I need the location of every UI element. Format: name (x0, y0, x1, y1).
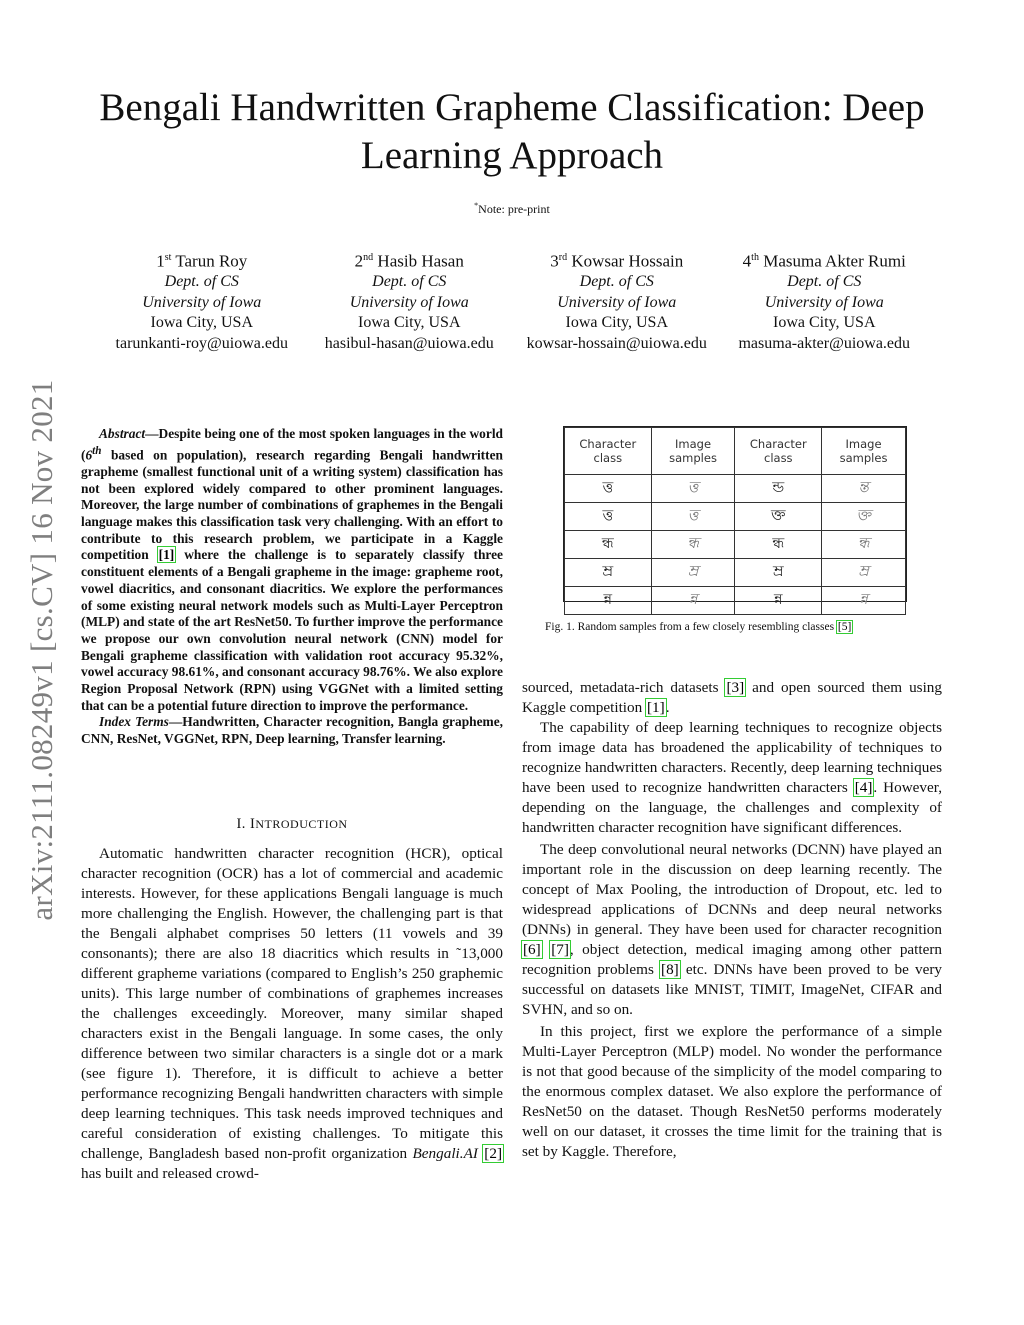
character-class-cell: ন্ন (735, 587, 822, 615)
author-dept: Dept. of CS (372, 273, 447, 291)
body-text: has built and released crowd- (81, 1165, 259, 1182)
intro-paragraph (81, 844, 503, 1184)
math-six: 6 (85, 447, 93, 463)
body-text: Automatic handwritten character recognition (HCR), optical character recognition (OCR) has a lot of commercial and academic interests. However, for these applications Bengali language is much more challenging the English. However, the challenging part is that the Bengali alphabet comprises 50 letters (11 vowels and 39 consonants); there are also 18 diacritics which results in ˜13,000 different grapheme variations (compared to English’s 250 graphemic units). This large number of combinations of graphemes increases the challenges exceedingly. Moreover, many similar shaped characters exist in the Bengali language. In some cases, the only difference between two similar characters is a single dot or a mark (see figure 1). Therefore, it is difficult to achieve a better performance recognizing Bengali handwritten characters with simple deep learning techniques. This task needs improved techniques and careful consideration of existing challenges. To mitigate this challenge, Bangladesh based non-profit organization (81, 845, 503, 1162)
image-sample-cell: ম্র (651, 559, 735, 587)
citation-link[interactable]: [3] (726, 679, 745, 696)
abstract-text: —Despite being one of the most spoken languages in the world ( (81, 426, 503, 463)
author-ordinal-suffix: st (164, 252, 172, 263)
abstract-text: where the challenge is to separately classify three constituent elements of a Bengali grapheme in the image: grapheme root, vowel diacritics, and consonant diacritics. We explore the performances of some existing neural network models such as Multi-Layer Perceptron (MLP) and state of the art ResNet50. To further improve the performance we propose our own convolution neural network (CNN) model for Bengali grapheme classification with validation root accuracy 95.32%, vowel accuracy 98.61%, and consonant accuracy 98.76%. We also explore Region Proposal Network (RPN) using VGGNet with a limited setting that can be a potential future direction to improve the performance. (81, 547, 503, 713)
body-text: The deep convolutional neural networks (DCNN) have played an important role in the discussion on deep learning recently. The concept of Max Pooling, the introduction of Dropout, etc. led to widespread applications of DCNNs and deep neural networks (DNNs) in general. They have been used for character recognition (522, 841, 942, 938)
character-class-cell: ত্ত (565, 503, 652, 531)
note-mark: * (474, 201, 479, 210)
figure-1-table (563, 426, 907, 608)
math-th: th (92, 444, 102, 457)
author-name: Hasib Hasan (377, 251, 464, 271)
character-class-cell: ম্র (565, 559, 652, 587)
index-terms-label: Index Terms (99, 714, 169, 730)
image-sample-cell: ন্ধ (822, 531, 906, 559)
org-name: Bengali.AI (412, 1145, 478, 1162)
character-class-cell: ত্ত (565, 475, 652, 503)
author-block (98, 248, 928, 355)
body-paragraph (522, 840, 942, 1020)
image-sample-cell: ন্ধ (651, 531, 735, 559)
author-city: Iowa City, USA (357, 314, 461, 332)
citation-link[interactable]: [4] (854, 779, 873, 796)
image-sample-cell: ম্র (822, 559, 906, 587)
author-2 (306, 248, 514, 355)
image-sample-cell: ত্ত (651, 503, 735, 531)
section-heading (81, 816, 503, 833)
author-email[interactable]: hasibul-hasan@uiowa.edu (324, 335, 494, 353)
figure-header-row (565, 428, 906, 475)
character-class-cell: ম্র (735, 559, 822, 587)
author-dept: Dept. of CS (579, 273, 654, 291)
author-ordinal-suffix: rd (558, 252, 568, 263)
image-sample-cell: ন্ন (822, 587, 906, 615)
note-text: Note: pre-print (478, 202, 550, 216)
body-text: . However, depending on the language, the challenges and complexity of handwritten character recognition have significant differences. (522, 779, 942, 836)
author-dept: Dept. of CS (787, 273, 862, 291)
author-university: University of Iowa (142, 293, 262, 311)
header-image-samples: Image samples (651, 428, 735, 475)
author-city: Iowa City, USA (565, 314, 668, 332)
figure-row (565, 531, 906, 559)
author-ordinal: 3 (550, 251, 559, 271)
right-column-body (522, 678, 942, 1162)
figure-row (565, 559, 906, 587)
character-class-cell: ন্ধ (565, 531, 652, 559)
author-dept: Dept. of CS (164, 273, 239, 291)
citation-link[interactable]: [5] (837, 621, 852, 633)
author-ordinal: 2 (354, 251, 364, 271)
author-ordinal-suffix: th (751, 252, 759, 263)
author-ordinal-suffix: nd (363, 252, 374, 263)
body-paragraph (522, 718, 942, 838)
header-character-class: Character class (735, 428, 822, 475)
citation-link[interactable]: [1] (647, 699, 665, 716)
author-ordinal: 4 (742, 251, 752, 271)
title-line-1: Bengali Handwritten Grapheme Classification: Deep (99, 86, 925, 129)
image-sample-cell: ত্ত (651, 475, 735, 503)
body-paragraph: In this project, first we explore the performance of a simple Multi-Layer Perceptron (MLP) model. No wonder the performance is not that good because of the simplicity of the model comparing to the enormous complex dataset. We also explore the performance of ResNet50 on the dataset. Though ResNet50 performs moderately well on our dataset, it crosses the time limit for the training that is set by Kaggle. Therefore, (522, 1023, 942, 1160)
author-email[interactable]: kowsar-hossain@uiowa.edu (526, 335, 707, 353)
figure-row (565, 587, 906, 615)
author-university: University of Iowa (557, 293, 677, 311)
section-number: I. (236, 816, 246, 832)
citation-link[interactable]: [8] (661, 961, 679, 978)
author-email[interactable]: masuma-akter@uiowa.edu (738, 335, 911, 353)
title-note (0, 201, 1024, 217)
author-city: Iowa City, USA (150, 314, 253, 332)
section-title-initial: I (250, 816, 256, 832)
character-class-cell: ন্ন (565, 587, 652, 615)
figure-row (565, 475, 906, 503)
body-text: . (665, 699, 670, 716)
caption-text: Fig. 1. Random samples from a few closely resembling classes (545, 621, 837, 633)
author-3 (513, 248, 721, 355)
citation-link[interactable]: [2] (484, 1145, 503, 1162)
author-ordinal: 1 (156, 251, 165, 271)
author-email[interactable]: tarunkanti-roy@uiowa.edu (115, 335, 288, 353)
body-text: sourced, metadata-rich datasets (522, 679, 726, 696)
header-character-class: Character class (565, 428, 652, 475)
body-text: The capability of deep learning techniques to recognize objects from image data has broadened the applicability of techniques to recognize handwritten characters. Recently, deep learning techniques have been used to recognize handwritten characters (522, 719, 942, 796)
author-4 (721, 248, 929, 355)
character-class-cell: ন্ধ (735, 531, 822, 559)
abstract-label: Abstract (99, 426, 146, 441)
body-text (542, 941, 550, 958)
header-image-samples: Image samples (822, 428, 906, 475)
author-name: Tarun Roy (175, 251, 248, 271)
section-title-rest: NTRODUCTION (255, 817, 348, 831)
body-paragraph (522, 678, 942, 718)
image-sample-cell: ক্ত (822, 503, 906, 531)
body-text: , object detection, medical imaging among other pattern recognition problems (522, 941, 943, 978)
title-line-2: Learning Approach (360, 134, 664, 177)
figure-caption (545, 621, 945, 633)
figure-row (565, 503, 906, 531)
author-university: University of Iowa (764, 293, 884, 311)
index-terms (81, 714, 503, 747)
abstract-paragraph (81, 426, 503, 714)
abstract-text: based on population), research regarding Bengali handwritten grapheme (smallest functional unit of a writing system) classification has not been explored widely compared to other prominent languages. Moreover, the large number of combinations of graphemes in the Bengali language makes this classification task very challenging. With an effort to contribute to this research problem, we participate in a Kaggle competition (81, 447, 503, 563)
image-sample-cell: ন্ন (651, 587, 735, 615)
index-terms-text: —Handwritten, Character recognition, Bangla grapheme, CNN, ResNet, VGGNet, RPN, Deep learning, Transfer learning. (81, 714, 503, 747)
character-class-cell: ন্ড (735, 475, 822, 503)
abstract (81, 426, 503, 748)
arxiv-id: arXiv:2111.08249v1 [cs.CV] 16 Nov 2021 (24, 379, 59, 921)
author-1 (98, 248, 306, 355)
citation-link[interactable]: [7] (551, 941, 569, 958)
author-city: Iowa City, USA (772, 314, 876, 332)
body-text: etc. DNNs have been proved to be very successful on datasets like MNIST, TIMIT, ImageNet, CIFAR and SVHN, and so on. (522, 961, 942, 1018)
arxiv-sidebar (12, 350, 72, 950)
character-class-cell: ক্ত (735, 503, 822, 531)
citation-link[interactable]: [1] (158, 547, 175, 563)
body-text: and open sourced them using Kaggle competition (522, 679, 942, 716)
author-name: Masuma Akter Rumi (763, 251, 906, 271)
paper-title (60, 84, 964, 180)
author-university: University of Iowa (349, 293, 469, 311)
image-sample-cell: ন্ত (822, 475, 906, 503)
author-name: Kowsar Hossain (571, 251, 684, 271)
left-column-body (81, 844, 503, 1184)
citation-link[interactable]: [6] (523, 941, 541, 958)
